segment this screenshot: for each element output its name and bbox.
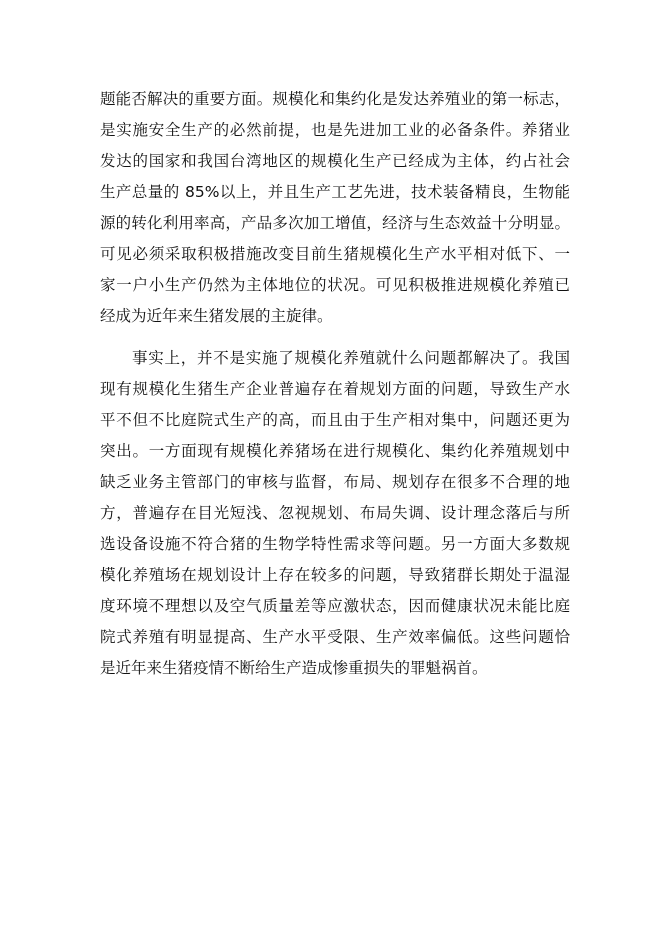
text-line: 突出。一方面现有规模化养猪场在进行规模化、集约化养殖规划中 <box>100 442 570 460</box>
text-line: 家一户小生产仍然为主体地位的状况。可见积极推进规模化养殖已 <box>100 276 570 294</box>
text-line: 发达的国家和我国台湾地区的规模化生产已经成为主体，约占社会 <box>100 152 570 170</box>
text-line: 缺乏业务主管部门的审核与监督，布局、规划存在很多不合理的地 <box>100 473 570 491</box>
text-line: 现有规模化生猪生产企业普遍存在着规划方面的问题，导致生产水 <box>100 380 570 398</box>
text-line: 可见必须采取积极措施改变目前生猪规模化生产水平相对低下、一 <box>100 245 570 263</box>
text-line: 度环境不理想以及空气质量差等应激状态，因而健康状况未能比庭 <box>100 597 570 615</box>
text-line: 经成为近年来生猪发展的主旋律。 <box>100 307 333 325</box>
text-line: 生产总量的 85%以上，并且生产工艺先进，技术装备精良，生物能 <box>100 183 570 201</box>
text-line: 方，普遍存在目光短浅、忽视规划、布局失调、设计理念落后与所 <box>100 504 570 522</box>
text-line: 事实上，并不是实施了规模化养殖就什么问题都解决了。我国 <box>132 349 570 367</box>
text-line: 源的转化利用率高，产品多次加工增值，经济与生态效益十分明显。 <box>100 214 570 232</box>
text-line: 选设备设施不符合猪的生物学特性需求等问题。另一方面大多数规 <box>100 535 570 553</box>
text-line: 是实施安全生产的必然前提，也是先进加工业的必备条件。养猪业 <box>100 121 570 139</box>
text-line: 题能否解决的重要方面。规模化和集约化是发达养殖业的第一标志， <box>100 90 570 108</box>
text-line: 是近年来生猪疫情不断给生产造成惨重损失的罪魁祸首。 <box>100 659 488 677</box>
text-line: 模化养殖场在规划设计上存在较多的问题，导致猪群长期处于温湿 <box>100 566 570 584</box>
text-line: 院式养殖有明显提高、生产水平受限、生产效率偏低。这些问题恰 <box>100 628 570 646</box>
text-line: 平不但不比庭院式生产的高，而且由于生产相对集中，问题还更为 <box>100 411 570 429</box>
